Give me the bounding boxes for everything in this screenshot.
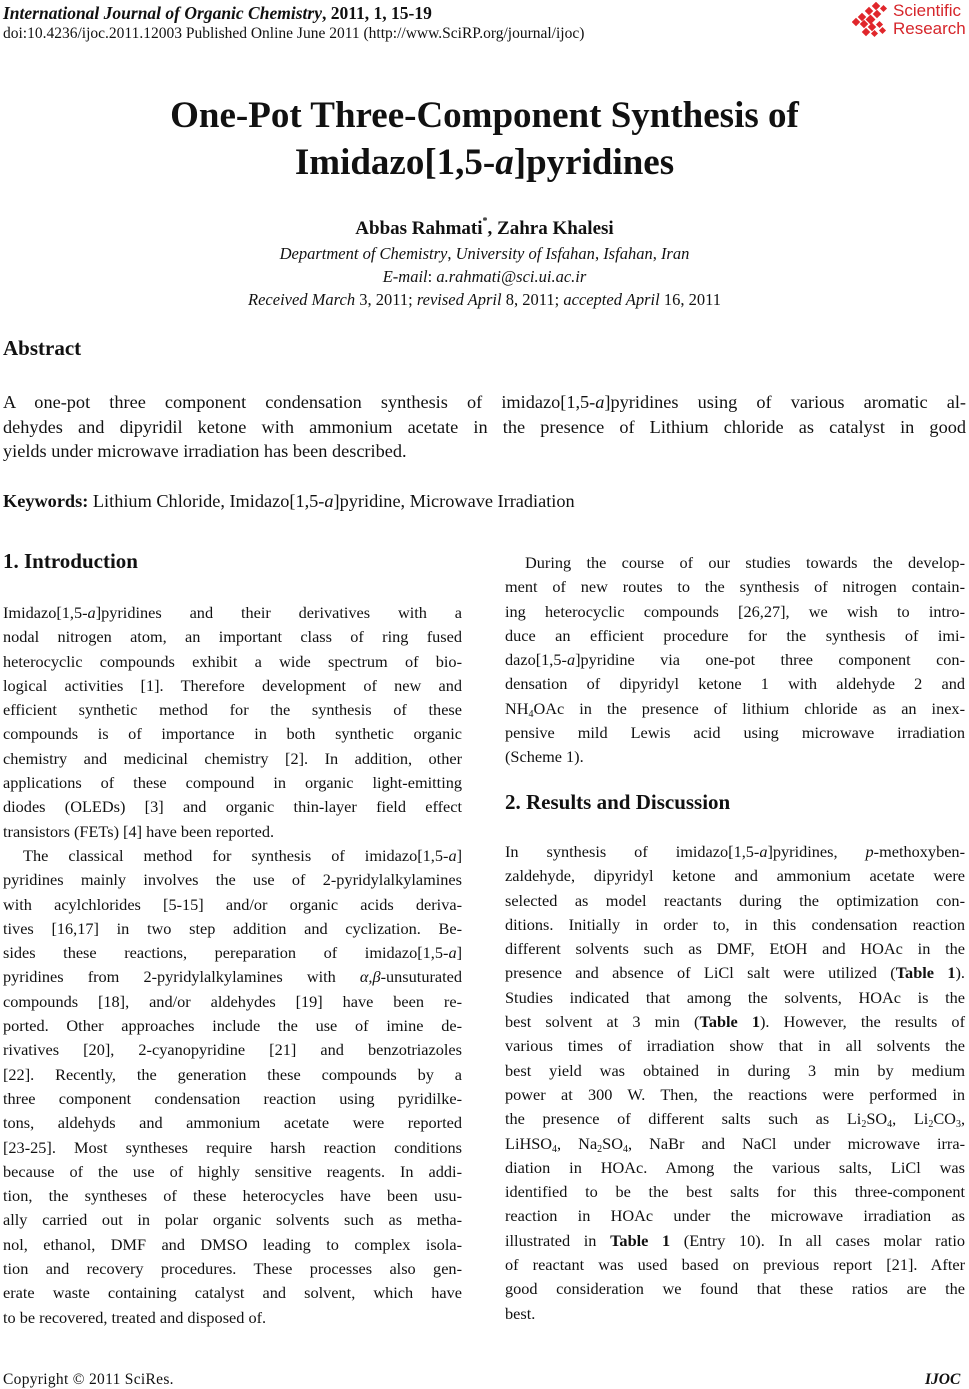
keywords: [3, 491, 575, 512]
text-line: [3, 965, 462, 989]
text-line: [505, 600, 965, 624]
text-line: [505, 1302, 965, 1326]
text-run: The classical method for synthesis of imidazo[1,5-: [23, 845, 449, 865]
text-line: [505, 1204, 965, 1228]
text-line: [3, 1306, 462, 1330]
text-run: ). However, the results of: [760, 1012, 965, 1032]
text-run: LiHSO: [505, 1133, 553, 1153]
text-run: with acylchlorides [5-15] and/or organic acids deriva-: [3, 894, 462, 914]
styled-text: α,β: [359, 967, 381, 987]
email-link[interactable]: a.rahmati@sci.ui.ac.ir: [436, 267, 587, 286]
text-run: tion, the syntheses of these heterocycles have been usu-: [3, 1186, 462, 1206]
text-run: ]pyridines,: [767, 842, 866, 861]
styled-text: Table 1: [699, 1012, 761, 1032]
results-heading: 2. Results and Discussion: [505, 790, 731, 814]
text-line: [3, 1184, 462, 1208]
text-run: power at 300 W. Then, the reactions were performed in: [505, 1084, 965, 1104]
affiliation: Department of Chemistry, University of Isfahan, Isfahan, Iran: [279, 244, 690, 263]
text-run: ]: [456, 845, 462, 865]
paragraph: [505, 840, 965, 1326]
text-run: chemistry and medicinal chemistry [2]. In addition, other: [3, 748, 462, 768]
text-line: [3, 439, 966, 464]
text-run: ]: [456, 943, 462, 963]
text-line: [3, 1111, 462, 1135]
styled-text: a: [759, 842, 768, 861]
text-line: [3, 771, 462, 795]
text-line: [3, 722, 462, 746]
publisher-name: [893, 2, 966, 38]
text-run: reaction in HOAc under the microwave irradiation as: [505, 1206, 965, 1226]
text-line: [505, 1253, 965, 1277]
text-line: [3, 1208, 462, 1232]
text-line: [3, 917, 462, 941]
text-run: SO: [866, 1109, 888, 1129]
styled-text: a: [87, 603, 96, 622]
text-run: (Scheme 1).: [505, 747, 584, 767]
text-run: ]pyridine via one-pot three component con-: [575, 650, 965, 670]
text-run: nol, ethanol, DMF and DMSO leading to complex isola-: [3, 1234, 462, 1254]
text-run: diation in HOAc. Among the various salts, LiCl was: [505, 1157, 965, 1177]
styled-text: 2: [928, 1119, 934, 1131]
text-run: compounds is of importance in both synthetic organic: [3, 724, 462, 744]
text-line: [505, 721, 965, 745]
text-run: ]pyridines and their derivatives with a: [95, 603, 462, 622]
text-run: different solvents such as DMF, EtOH and HOAc in the: [505, 939, 965, 959]
styled-text: 4: [887, 1119, 893, 1131]
text-run: applications of these compound in organic light-emitting: [3, 773, 462, 793]
text-run: Studies indicated that among the solvents, HOAc is the: [505, 987, 965, 1007]
text-line: [505, 1180, 965, 1204]
text-run: OAc in the presence of lithium chloride as an inex-: [533, 698, 965, 718]
text-line: [505, 840, 965, 864]
text-run: illustrated in: [505, 1230, 611, 1250]
text-run: ally carried out in polar organic solvents such as metha-: [3, 1210, 462, 1230]
publication-dates: [0, 290, 969, 310]
styled-text: 4: [552, 1143, 558, 1155]
text-run: tion and recovery procedures. These processes also gen-: [3, 1259, 462, 1279]
keywords-label: Keywords:: [3, 491, 89, 511]
text-run: ditions. Initially in order to, in this condensation reaction: [505, 914, 965, 934]
text-run: presence and absence of LiCl salt were utilized (: [505, 963, 896, 983]
styled-text: Table 1: [895, 963, 956, 983]
text-run: pensive mild Lewis acid using microwave irradiation: [505, 723, 965, 743]
text-run: tives [16,17] in two step addition and cyclization. Be-: [3, 918, 462, 938]
text-run: because of the use of highly sensitive reagents. In addi-: [3, 1161, 462, 1181]
university: University of Isfahan: [455, 244, 595, 263]
accepted-label: accepted April: [563, 290, 660, 309]
journal-abbreviation: IJOC: [925, 1371, 961, 1388]
text-line: [505, 1083, 965, 1107]
text-line: [505, 937, 965, 961]
text-line: [3, 868, 462, 892]
text-run: zaldehyde, dipyridyl ketone and ammonium acetate were: [505, 866, 965, 886]
text-line: [3, 698, 462, 722]
text-line: [505, 575, 965, 599]
text-line: [3, 844, 462, 868]
title-italic: a: [495, 142, 514, 183]
text-run: NH: [505, 698, 529, 718]
text-line: [3, 415, 966, 440]
text-line: [3, 941, 462, 965]
accepted-date: 16, 2011: [659, 290, 721, 309]
text-line: [505, 624, 965, 648]
text-line: [505, 697, 965, 721]
text-run: ,: [960, 1109, 966, 1129]
text-run: good consideration we found that these ratios are the: [505, 1279, 965, 1299]
text-line: [3, 390, 966, 415]
text-line: [505, 745, 965, 769]
styled-text: 2: [861, 1119, 867, 1131]
text-line: [3, 1257, 462, 1281]
text-run: In synthesis of imidazo[1,5-: [505, 842, 760, 861]
city: Isfahan: [603, 244, 653, 263]
text-line: [3, 820, 462, 844]
author-list: Abbas Rahmati*, Zahra Khalesi: [355, 216, 614, 239]
department: Department of Chemistry: [279, 244, 448, 263]
text-run: ment of new routes to the synthesis of nitrogen contain-: [505, 577, 965, 597]
text-line: [3, 1160, 462, 1184]
text-line: [3, 601, 462, 625]
text-run: pyridines from 2-pyridylalkylamines with: [3, 967, 360, 987]
paragraph: [3, 601, 462, 844]
text-line: [505, 961, 965, 985]
publisher-name-line1: Scientific: [893, 1, 962, 20]
introduction-body: [3, 601, 462, 1330]
text-run: nodal nitrogen atom, an important class of ring fused: [3, 627, 462, 647]
text-run: SO: [602, 1133, 623, 1153]
styled-text: Table 1: [610, 1230, 671, 1250]
text-run: tons, aldehyds and ammonium acetate were reported: [3, 1113, 462, 1133]
text-line: [505, 1107, 965, 1131]
text-run: -unsuturated: [380, 967, 462, 987]
text-run: best solvent at 3 min (: [505, 1012, 700, 1032]
styled-text: 2: [597, 1143, 603, 1155]
text-line: [505, 1277, 965, 1301]
text-run: selected as model reactants during the optimization con-: [505, 890, 965, 910]
keywords-text: Lithium Chloride, Imidazo[1,5-: [88, 491, 325, 511]
email-label: E-mail: [382, 267, 428, 286]
publisher-logo: [852, 2, 969, 42]
text-run: densation of dipyridyl ketone 1 with aldehyde 2 and: [505, 674, 965, 694]
journal-citation: [3, 3, 432, 24]
text-run: best.: [505, 1303, 536, 1323]
text-run: -methoxyben-: [873, 842, 965, 861]
text-run: three component condensation reaction using pyridilke-: [3, 1088, 462, 1108]
text-line: [3, 1063, 462, 1087]
text-run: sides these reactions, pereparation of imidazo[1,5-: [3, 943, 449, 963]
text-run: duce an efficient procedure for the synthesis of imi-: [505, 625, 965, 645]
text-run: [22]. Recently, the generation these compounds by a: [3, 1064, 462, 1084]
text-run: During the course of our studies towards the develop-: [525, 553, 965, 572]
text-line: [3, 1233, 462, 1257]
introduction-body-continued: [505, 551, 965, 770]
text-run: compounds [18], and/or aldehydes [19] have been re-: [3, 991, 462, 1011]
title-line-1: One-Pot Three-Component Synthesis of: [170, 95, 799, 136]
abstract-heading: Abstract: [3, 336, 82, 360]
text-line: [3, 1087, 462, 1111]
paragraph: [505, 551, 965, 770]
received-date: 3, 2011;: [355, 290, 417, 309]
text-run: efficient synthetic method for the synthesis of these: [3, 700, 462, 720]
text-run: logical activities [1]. Therefore development of new and: [3, 675, 462, 695]
text-run: various times of irradiation show that in all solvents the: [505, 1036, 965, 1056]
copyright-notice: Copyright © 2011 SciRes.: [3, 1371, 174, 1388]
text-run: ported. Other approaches include the use of imine de-: [3, 1016, 462, 1036]
text-line: [505, 913, 965, 937]
styled-text: 4: [623, 1143, 628, 1155]
text-line: [505, 1059, 965, 1083]
text-run: , Na: [557, 1133, 598, 1153]
keywords-italic: a: [324, 491, 334, 511]
email-line: E-mail: a.rahmati@sci.ui.ac.ir: [382, 267, 587, 286]
text-line: [3, 990, 462, 1014]
title-text: Imidazo[1,5-: [294, 142, 496, 183]
text-line: [3, 1038, 462, 1062]
results-body: [505, 840, 965, 1326]
text-run: , Li: [892, 1109, 929, 1129]
text-line: [3, 1281, 462, 1305]
text-run: heterocyclic compounds exhibit a wide spectrum of bio-: [3, 651, 462, 671]
text-line: [3, 674, 462, 698]
text-line: [505, 1229, 965, 1253]
text-run: of reactant was used based on previous report [21]. After: [505, 1255, 965, 1275]
text-line: [3, 1136, 462, 1160]
country: Iran: [660, 244, 690, 263]
text-run: diodes (OLEDs) [3] and organic thin-layer field effect: [3, 797, 462, 817]
text-line: [505, 986, 965, 1010]
journal-name: International Journal of Organic Chemistry: [3, 3, 322, 23]
text-run: , NaBr and NaCl under microwave irra-: [628, 1133, 966, 1153]
author-name: Abbas Rahmati: [355, 218, 483, 239]
revised-label: revised April: [416, 290, 502, 309]
paragraph: [3, 844, 462, 1330]
text-line: [505, 889, 965, 913]
text-run: best yield was obtained in during 3 min by medium: [505, 1060, 965, 1080]
text-run: dazo[1,5-: [505, 650, 567, 670]
text-run: CO: [933, 1109, 956, 1129]
styled-text: a: [566, 650, 576, 670]
text-run: ]pyridines using of various aromatic al-: [604, 392, 967, 412]
text-run: identified to be the best salts for this three-component: [505, 1182, 965, 1202]
author-name: Zahra Khalesi: [497, 218, 614, 239]
publisher-name-line2: Research: [893, 19, 966, 38]
diamond-grid-icon: [852, 2, 890, 40]
styled-text: a: [448, 943, 457, 963]
text-line: [505, 1156, 965, 1180]
text-line: [505, 551, 965, 575]
journal-volume-pages: , 2011, 1, 15-19: [321, 3, 432, 23]
styled-text: 4: [528, 708, 534, 720]
article-title: [0, 92, 969, 186]
text-run: Imidazo[1,5-: [3, 603, 88, 622]
corresponding-author-mark: *: [482, 216, 488, 227]
text-line: [505, 672, 965, 696]
text-line: [505, 1132, 965, 1156]
title-line-2: [0, 139, 969, 186]
text-line: [505, 864, 965, 888]
text-run: ing heterocyclic compounds [26,27], we wish to intro-: [505, 601, 965, 621]
text-run: ).: [955, 963, 965, 983]
text-run: A one-pot three component condensation synthesis of imidazo[1,5-: [3, 392, 596, 412]
introduction-heading: 1. Introduction: [3, 549, 138, 573]
text-run: yields under microwave irradiation has been described.: [3, 441, 407, 461]
revised-date: 8, 2011;: [501, 290, 564, 309]
text-line: [505, 1034, 965, 1058]
text-run: to be recovered, treated and disposed of.: [3, 1307, 267, 1327]
text-run: dehydes and dipyridil ketone with ammonium acetate in the presence of Lithium chloride as catalyst in good: [3, 416, 966, 437]
text-line: [3, 893, 462, 917]
styled-text: a: [595, 392, 605, 412]
styled-text: a: [448, 845, 457, 865]
text-run: pyridines mainly involves the use of 2-pyridylalkylamines: [3, 870, 462, 890]
text-line: [3, 1014, 462, 1038]
text-run: [23-25]. Most syntheses require harsh reaction conditions: [3, 1137, 462, 1157]
text-run: erate waste containing catalyst and solvent, which have: [3, 1283, 462, 1303]
text-run: rivatives [20], 2-cyanopyridine [21] and benzotriazoles: [3, 1040, 462, 1060]
styled-text: p: [865, 842, 874, 861]
text-run: (Entry 10). In all cases molar ratio: [670, 1230, 965, 1250]
keywords-text: ]pyridine, Microwave Irradiation: [333, 491, 575, 511]
text-line: [3, 795, 462, 819]
title-text: ]pyridines: [513, 142, 675, 183]
text-line: [3, 747, 462, 771]
text-line: [505, 1010, 965, 1034]
text-line: [505, 648, 965, 672]
text-run: transistors (FETs) [4] have been reported.: [3, 821, 275, 841]
abstract-body: [3, 390, 966, 464]
styled-text: 3: [955, 1119, 961, 1131]
doi-line: doi:10.4236/ijoc.2011.12003 Published Online June 2011 (http://www.SciRP.org/journal/ijoc): [3, 25, 585, 42]
received-label: Received March: [248, 290, 356, 309]
text-run: the presence of different salts such as Li: [505, 1109, 862, 1129]
text-line: [3, 625, 462, 649]
text-line: [3, 650, 462, 674]
